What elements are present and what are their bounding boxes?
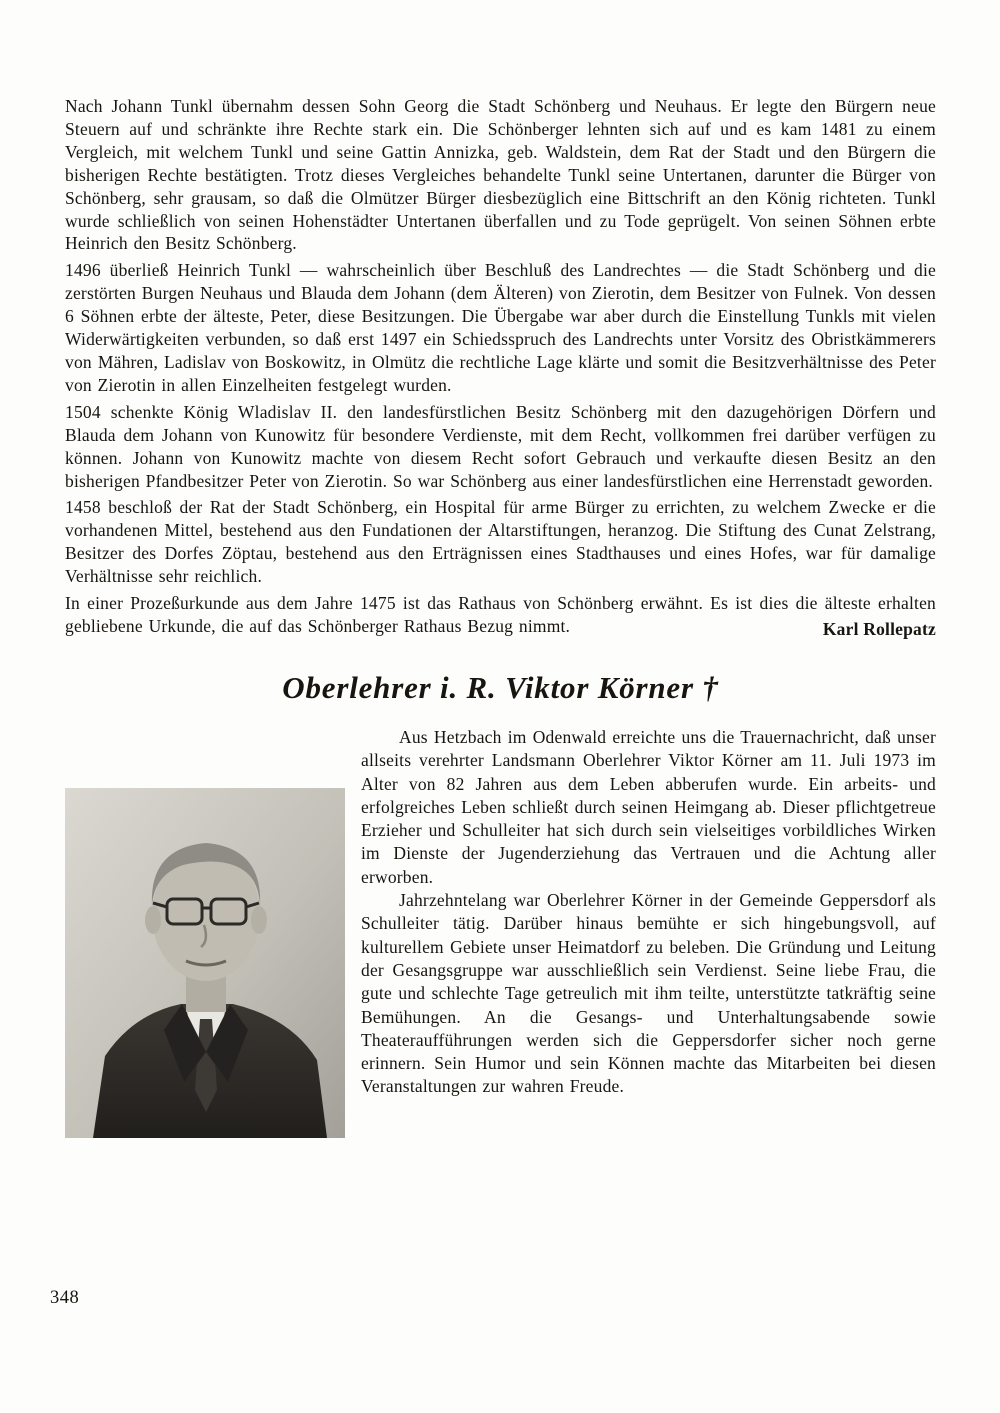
page-number: 348 <box>50 1288 80 1308</box>
obituary-title: Oberlehrer i. R. Viktor Körner † <box>282 669 719 705</box>
obituary-text <box>361 726 936 1099</box>
article-paragraph-1: Nach Johann Tunkl übernahm dessen Sohn Georg die Stadt Schönberg und Neuhaus. Er legte den Bürgern neue Steuern auf und schränkte ihre Rechte stark ein. Die Schönberger lehnten sich auf und es kam 1481 zu einem Vergleich, mit welchem Tunkl und seine Gattin Annizka, geb. Waldstein, dem Rat der Stadt und den Bürgern die bisherigen Rechte bestätigten. Trotz dieses Vergleiches behandelte Tunkl seine Untertanen, darunter die Bürger von Schönberg, sehr grausam, so daß die Olmützer Bürger diesbezüglich eine Bittschrift an den König richteten. Tunkl wurde schließlich von seinen Hohenstädter Untertanen überfallen und zu Tode geprügelt. Von seinen Söhnen erbte Heinrich den Besitz Schönberg. <box>65 96 936 254</box>
portrait-photo-illustration <box>65 788 345 1138</box>
article-paragraph-5: In einer Prozeßurkunde aus dem Jahre 1475 ist das Rathaus von Schönberg erwähnt. Es ist dies die älteste erhalten gebliebene Urkunde, die auf das Schönberger Rathaus Bezug nimmt. <box>65 593 936 636</box>
obituary-section <box>65 726 936 1138</box>
photo-column <box>65 726 361 1138</box>
article-paragraph-4: 1458 beschloß der Rat der Stadt Schönberg, ein Hospital für arme Bürger zu errichten, zu welchem Zwecke er die vorhandenen Mittel, bestehend aus den Fundationen der Altarstiftungen, heranzog. Die Stiftung des Cunat Zelstrang, Besitzer des Dorfes Zöptau, bestehend aus den Erträgnissen eines Stadthauses und eines Hofes, war für damalige Verhältnisse sehr reichlich. <box>65 497 936 587</box>
article-paragraph-3: 1504 schenkte König Wladislav II. den landesfürstlichen Besitz Schönberg mit den dazugehörigen Dörfern und Blauda dem Johann von Kunowitz für besondere Verdienste, mit dem Recht, vollkommen frei darüber verfügen zu können. Johann von Kunowitz machte von diesem Recht sofort Gebrauch und verkaufte diesen Besitz an den bisherigen Pfandbesitzer Peter von Zierotin. So war Schönberg aus einer landesfürstlichen eine Herrenstadt geworden. <box>65 401 936 491</box>
article-paragraph-2: 1496 überließ Heinrich Tunkl — wahrscheinlich über Beschluß des Landrechtes — die Stadt Schönberg und die zerstörten Burgen Neuhaus und Blauda dem Johann (dem Älteren) von Zierotin, dem Besitzer von Fulnek. Von dessen 6 Söhnen erbte der älteste, Peter, diese Besitzungen. Die Übergabe war aber durch die Einstellung Tunkls mit vielen Widerwärtigkeiten verbunden, so daß erst 1497 ein Schiedsspruch des Landrechts unter Vorsitz des Obristkämmerers von Mähren, Ladislav von Boskowitz, in Olmütz die rechtliche Lage klärte und somit die Besitzverhältnisse des Peter von Zierotin in allen Einzelheiten festgelegt wurden. <box>65 260 936 395</box>
obituary-paragraph-2: Jahrzehntelang war Oberlehrer Körner in der Gemeinde Geppersdorf als Schulleiter tätig. Darüber hinaus bemühte er sich hingebungsvoll, auf kulturellem Gebiete unser Heimatdorf zu beleben. Die Gründung und Leitung der Gesangsgruppe war ausschließlich sein Verdienst. Seine liebe Frau, die gute und schlechte Tage getreulich mit ihm teilte, unterstützte tatkräftig seine Bemühungen. An die Gesangs- und Unterhaltungsabende sowie Theateraufführungen werden sich die Geppersdorfer sicher noch gerne erinnern. Sein Humor und sein Können machte das Mitarbeiten bei diesen Veranstaltungen zur wahren Freude. <box>361 890 936 1097</box>
portrait-photo <box>65 788 345 1138</box>
author-attribution: Karl Rollepatz <box>822 618 936 639</box>
obituary-paragraph-1: Aus Hetzbach im Odenwald erreichte uns die Trauernachricht, daß unser allseits verehrter Landsmann Oberlehrer Viktor Körner am 11. Juli 1973 im Alter von 82 Jahren aus dem Leben abberufen wurde. Ein arbeits- und erfolgreiches Leben schließt durch seinen Heimgang ab. Dieser pflichtgetreue Erzieher und Schulleiter hat sich durch sein vielseitiges vorbildliches Wirken im Dienste der Jugenderziehung das Vertrauen und die Achtung aller erworben. <box>361 726 936 887</box>
history-article <box>65 95 936 640</box>
